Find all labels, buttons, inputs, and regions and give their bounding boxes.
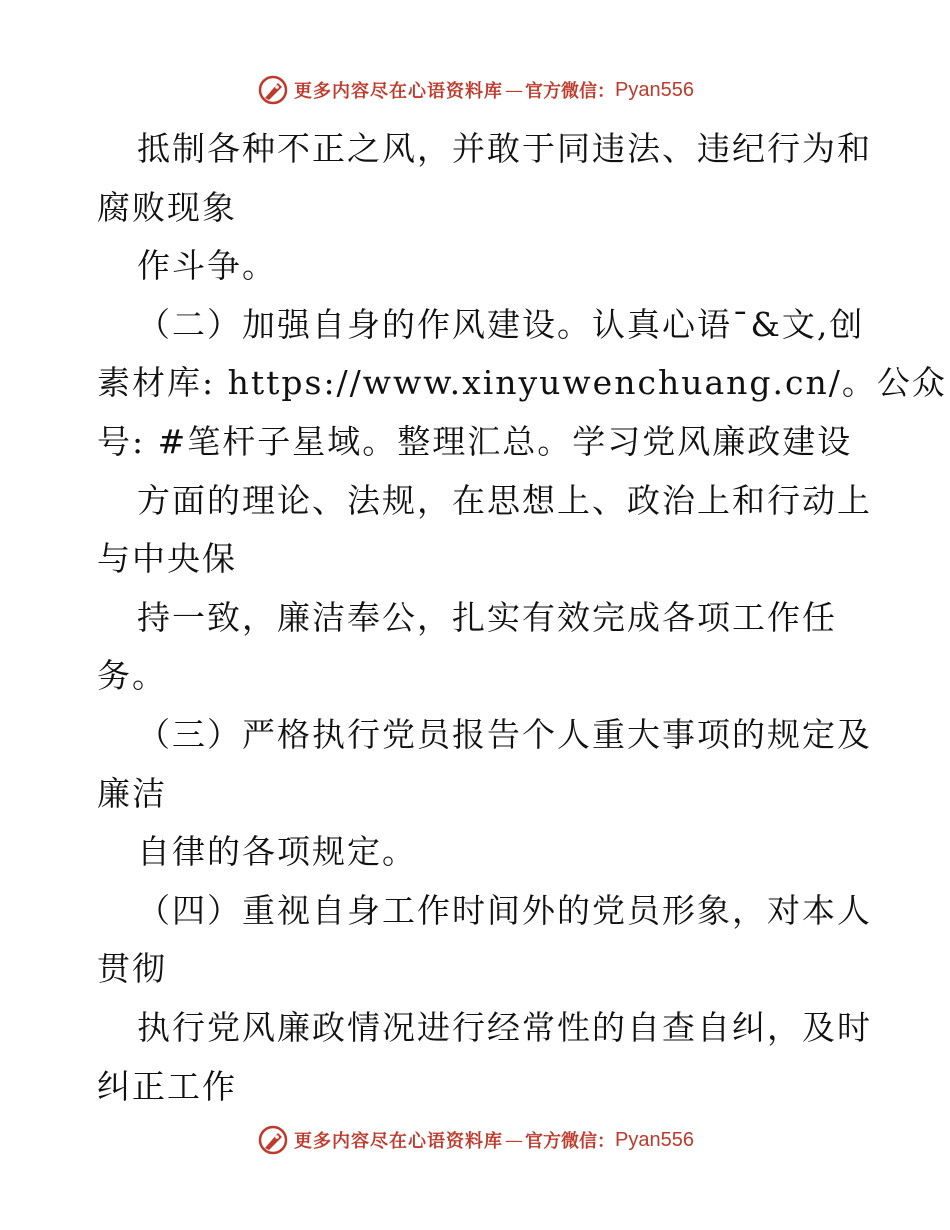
watermark-text: 更多内容尽在心语资料库	[294, 81, 504, 102]
text-line: （二）加强自身的作风建设。认真心语¯&文,创	[137, 304, 865, 344]
text-line: 自律的各项规定。	[137, 832, 417, 872]
watermark-text: 更多内容尽在心语资料库	[294, 1131, 504, 1152]
text-line: 与中央保	[97, 539, 237, 579]
watermark-wechat-label: 官方微信：	[525, 1131, 616, 1152]
text-line: 方面的理论、法规，在思想上、政治上和行动上	[137, 480, 872, 520]
watermark-dash: —	[505, 79, 524, 101]
pen-nib-icon	[256, 73, 290, 107]
text-line: 抵制各种不正之风，并敢于同违法、违纪行为和	[137, 129, 872, 168]
watermark-footer	[0, 1120, 950, 1160]
text-line: 贯彻	[97, 949, 167, 989]
text-line: 纠正工作	[97, 1066, 237, 1106]
text-line: 廉洁	[97, 773, 167, 813]
watermark-wechat-id: Pyan556	[615, 78, 694, 101]
text-line: 务。	[97, 656, 167, 696]
text-line: （三）严格执行党员报告个人重大事项的规定及	[137, 714, 872, 754]
watermark-wechat-label: 官方微信：	[525, 81, 616, 102]
text-line: 素材库: https://www.xinyuwenchuang.cn/。公众	[97, 363, 947, 403]
document-body	[97, 120, 947, 1116]
pen-nib-icon	[256, 1123, 290, 1157]
watermark-wechat-id: Pyan556	[615, 1128, 694, 1151]
text-line: 作斗争。	[137, 246, 277, 286]
text-line: 持一致，廉洁奉公，扎实有效完成各项工作任	[137, 597, 837, 637]
watermark-dash: —	[505, 1129, 524, 1151]
watermark-header	[0, 70, 950, 110]
text-line: （四）重视自身工作时间外的党员形象，对本人	[137, 890, 872, 930]
text-line: 执行党风廉政情况进行经常性的自查自纠，及时	[137, 1007, 872, 1047]
text-line: 号: #笔杆子星域。整理汇总。学习党风廉政建设	[97, 421, 853, 461]
text-line: 腐败现象	[97, 187, 237, 227]
